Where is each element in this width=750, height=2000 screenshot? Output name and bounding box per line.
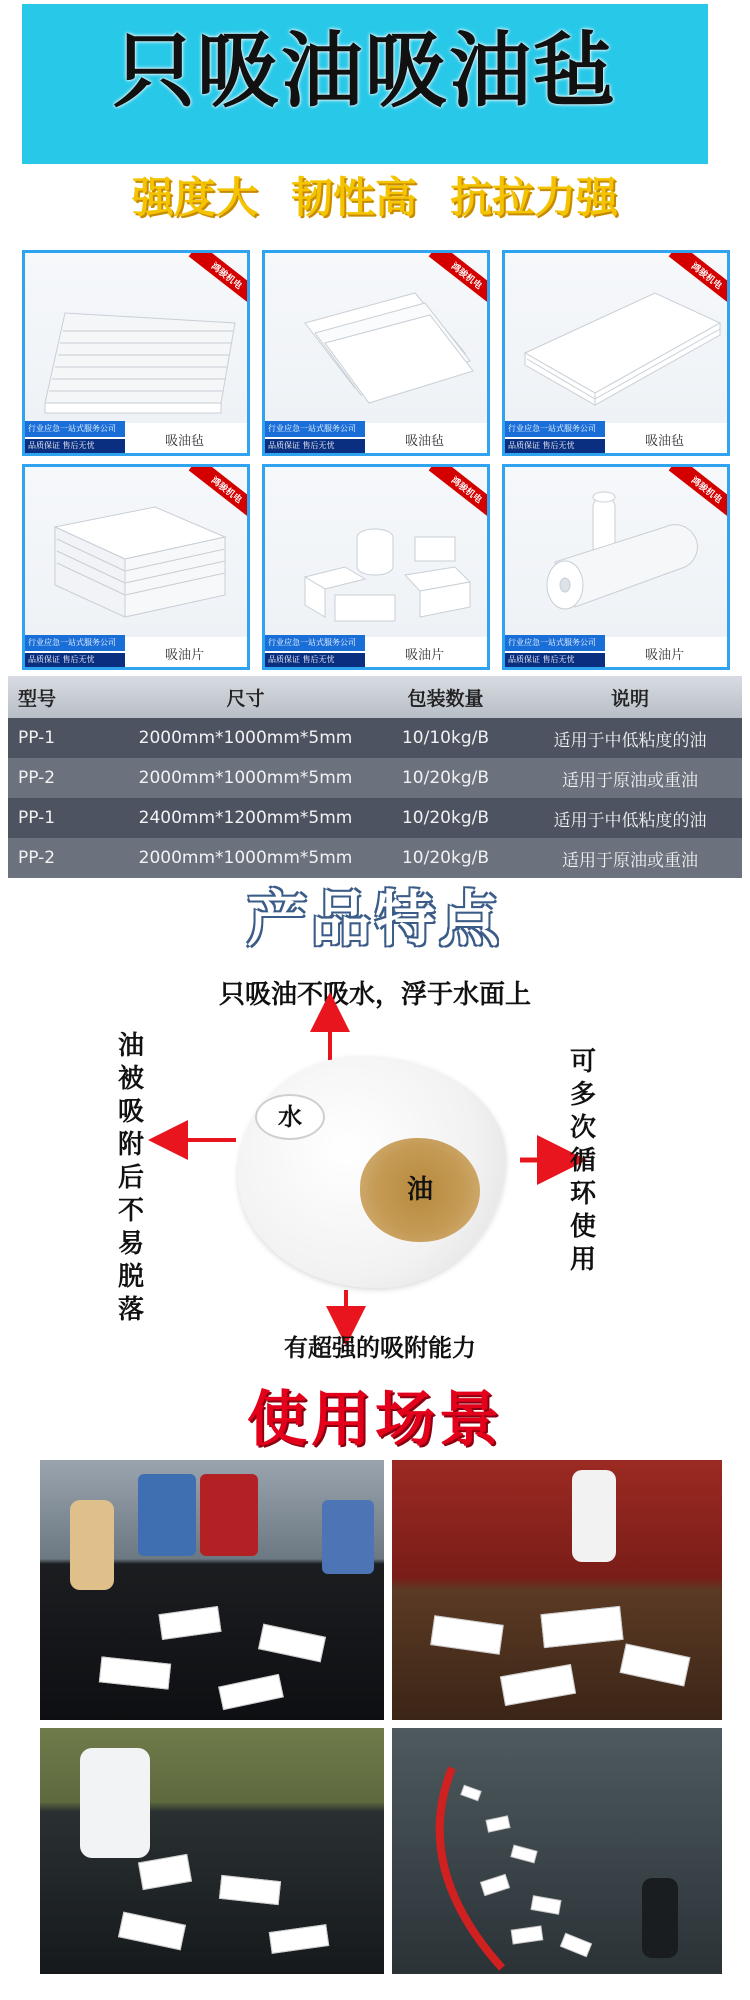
product-caption: 吸油片 [165, 648, 205, 663]
scene-photo-drums [40, 1460, 384, 1720]
cell-notes: 适用于中低粘度的油 [553, 730, 707, 751]
slogan-tensile: 抗拉力强 [450, 173, 619, 222]
worker-figure [572, 1470, 616, 1562]
brand-ribbon: 鸿骏机电 [189, 250, 250, 308]
cell-package: 10/20kg/B [401, 808, 490, 828]
cell-size: 2000mm*1000mm*5mm [138, 768, 353, 788]
product-caption: 吸油片 [645, 648, 685, 663]
service-tag: 行业应急一站式服务公司 [25, 635, 125, 651]
brand-ribbon: 鸿骏机电 [669, 464, 730, 522]
quality-tag: 品质保证 售后无忧 [25, 653, 125, 667]
page-title: 只吸油吸油毡 [112, 24, 617, 119]
cell-model: PP-1 [18, 728, 56, 748]
cell-size: 2400mm*1200mm*5mm [138, 808, 353, 828]
scene-photo-spill [392, 1460, 722, 1720]
boom-illustration [392, 1728, 722, 1974]
header-notes: 说明 [610, 687, 649, 710]
brand-ribbon: 鸿骏机电 [429, 464, 490, 522]
feature-stays-absorbed: 油被吸附后不易脱落 [117, 1031, 144, 1325]
product-caption: 吸油毡 [405, 434, 445, 449]
brand-ribbon: 鸿骏机电 [669, 250, 730, 308]
feature-oil-only: 只吸油不吸水，浮于水面上 [218, 980, 531, 1010]
cell-notes: 适用于原油或重油 [562, 770, 698, 791]
cell-notes: 适用于原油或重油 [562, 850, 698, 871]
brand-ribbon: 鸿骏机电 [429, 250, 490, 308]
scene-photo-harbor [392, 1728, 722, 1974]
product-caption: 吸油毡 [165, 434, 205, 449]
cell-model: PP-2 [18, 768, 56, 788]
worker-figure [70, 1500, 114, 1590]
header-size: 尺寸 [226, 687, 265, 710]
cell-size: 2000mm*1000mm*5mm [138, 728, 353, 748]
brand-ribbon: 鸿骏机电 [189, 464, 250, 522]
slogan-strength: 强度大 [131, 173, 258, 222]
header-package: 包装数量 [407, 687, 484, 710]
cell-notes: 适用于中低粘度的油 [553, 810, 707, 831]
service-tag: 行业应急一站式服务公司 [505, 421, 605, 437]
service-tag: 行业应急一站式服务公司 [505, 635, 605, 651]
quality-tag: 品质保证 售后无忧 [505, 653, 605, 667]
cell-model: PP-1 [18, 808, 56, 828]
header-model: 型号 [18, 687, 57, 710]
water-droplet-label: 水 [255, 1094, 325, 1140]
product-caption: 吸油片 [405, 648, 445, 663]
drum-blue [322, 1500, 374, 1574]
cell-model: PP-2 [18, 848, 56, 868]
quality-tag: 品质保证 售后无忧 [505, 439, 605, 453]
product-caption: 吸油毡 [645, 434, 685, 449]
cell-package: 10/20kg/B [401, 768, 490, 788]
quality-tag: 品质保证 售后无忧 [25, 439, 125, 453]
drum-blue [138, 1474, 196, 1556]
slogan-toughness: 韧性高 [290, 173, 417, 222]
scene-photo-riverbank [40, 1728, 384, 1974]
service-tag: 行业应急一站式服务公司 [25, 421, 125, 437]
service-tag: 行业应急一站式服务公司 [265, 635, 365, 651]
cell-package: 10/20kg/B [401, 848, 490, 868]
cell-size: 2000mm*1000mm*5mm [138, 848, 353, 868]
worker-figure [80, 1748, 150, 1858]
scenes-heading: 使用场景 [247, 1385, 503, 1455]
oil-stain-label: 油 [360, 1138, 480, 1242]
feature-reusable: 可多次循环使用 [569, 1047, 596, 1275]
service-tag: 行业应急一站式服务公司 [265, 421, 365, 437]
quality-tag: 品质保证 售后无忧 [265, 653, 365, 667]
feature-strong-absorption: 有超强的吸附能力 [284, 1334, 476, 1362]
features-heading: 产品特点 [247, 885, 503, 955]
drum-red [200, 1474, 258, 1556]
quality-tag: 品质保证 售后无忧 [265, 439, 365, 453]
cell-package: 10/10kg/B [401, 728, 490, 748]
